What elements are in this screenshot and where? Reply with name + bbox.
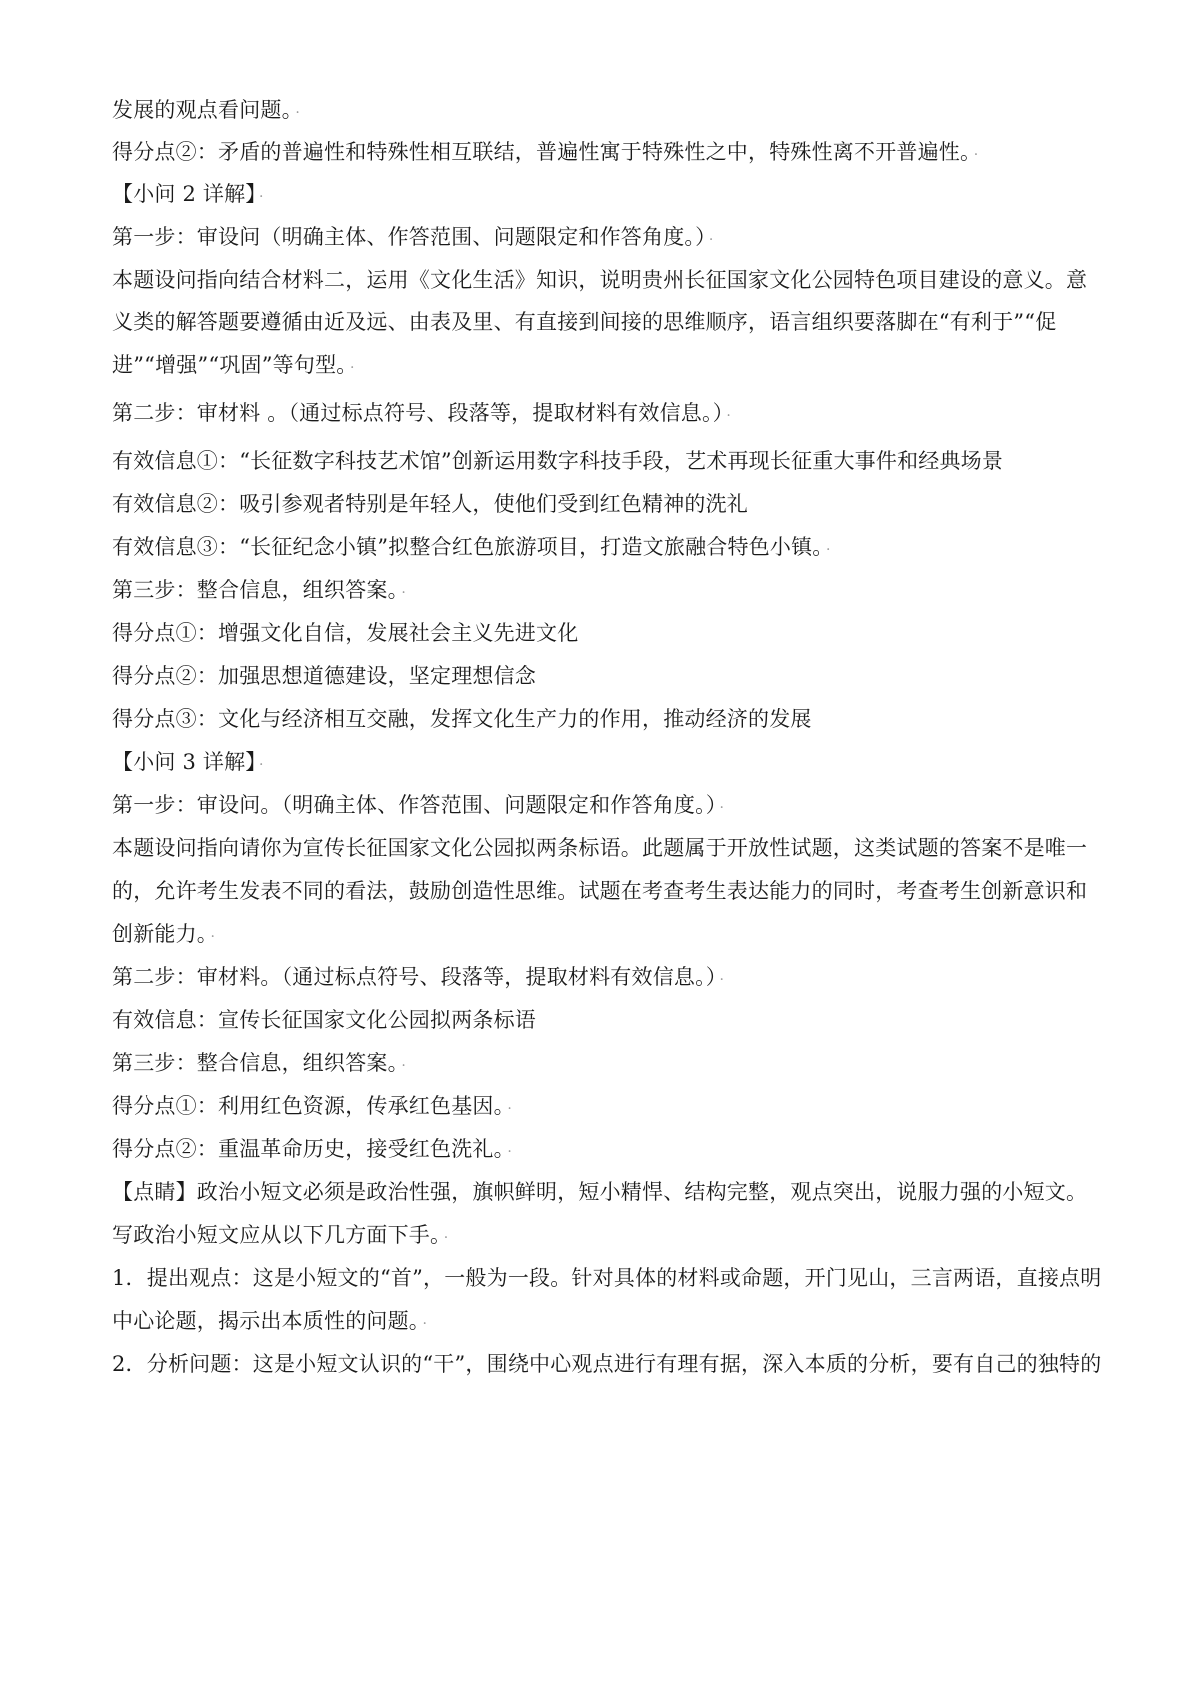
- text-line: 第三步：整合信息，组织答案。 ·: [112, 1051, 406, 1075]
- text-line: 本题设问指向结合材料二，运用《文化生活》知识，说明贵州长征国家文化公园特色项目建设的意义。意: [112, 268, 1088, 292]
- text-line: 第一步：审设问。（明确主体、作答范围、问题限定和作答角度。） ·: [112, 793, 725, 817]
- text-line: 第二步：审材料。（通过标点符号、段落等，提取材料有效信息。） ·: [112, 965, 725, 989]
- text-line: 第二步：审材料 。（通过标点符号、段落等，提取材料有效信息。） ·: [112, 401, 732, 425]
- text-line: 有效信息②：吸引参观者特别是年轻人，使他们受到红色精神的洗礼: [112, 492, 748, 516]
- text-line: 得分点②：加强思想道德建设，坚定理想信念: [112, 664, 536, 688]
- text-line: 义类的解答题要遵循由近及远、由表及里、有直接到间接的思维顺序，语言组织要落脚在“有利于”“促: [112, 310, 1057, 334]
- text-line: 第三步：整合信息，组织答案。 ·: [112, 578, 406, 602]
- text-line: 写政治小短文应从以下几方面下手。 ·: [112, 1223, 449, 1247]
- text-line: 2．分析问题：这是小短文认识的“干”，围绕中心观点进行有理有据，深入本质的分析，要有自己的独特的: [112, 1352, 1102, 1376]
- section-heading: 【小问 2 详解】 ·: [112, 182, 264, 206]
- text-line: 得分点①：利用红色资源，传承红色基因。 ·: [112, 1094, 512, 1118]
- text-line: 创新能力。 ·: [112, 922, 216, 946]
- text-line: 第一步：审设问（明确主体、作答范围、问题限定和作答角度。） ·: [112, 225, 714, 249]
- text-line: 得分点③：文化与经济相互交融，发挥文化生产力的作用，推动经济的发展: [112, 707, 812, 731]
- text-line: 发展的观点看问题。 ·: [112, 98, 300, 122]
- text-line: 进”“增强”“巩固”等句型。 ·: [112, 353, 355, 377]
- text-line: 中心论题，揭示出本质性的问题。 ·: [112, 1309, 428, 1333]
- section-heading: 【小问 3 详解】 ·: [112, 750, 264, 774]
- text-line: 有效信息③：“长征纪念小镇”拟整合红色旅游项目，打造文旅融合特色小镇。 ·: [112, 535, 831, 559]
- text-line: 的，允许考生发表不同的看法，鼓励创造性思维。试题在考查考生表达能力的同时，考查考生创新意识和: [112, 879, 1088, 903]
- text-line: 1．提出观点：这是小短文的“首”，一般为一段。针对具体的材料或命题，开门见山，三言两语，直接点明: [112, 1266, 1102, 1290]
- text-line: 本题设问指向请你为宣传长征国家文化公园拟两条标语。此题属于开放性试题，这类试题的答案不是唯一: [112, 836, 1088, 860]
- text-line: 得分点①：增强文化自信，发展社会主义先进文化: [112, 621, 579, 645]
- text-line: 得分点②：重温革命历史，接受红色洗礼。 ·: [112, 1137, 512, 1161]
- text-line: 【点睛】政治小短文必须是政治性强，旗帜鲜明，短小精悍、结构完整，观点突出，说服力强的小短文。: [112, 1180, 1088, 1204]
- text-line: 有效信息①：“长征数字科技艺术馆”创新运用数字科技手段，艺术再现长征重大事件和经典场景: [112, 449, 1004, 473]
- text-line: 得分点②：矛盾的普遍性和特殊性相互联结，普遍性寓于特殊性之中，特殊性离不开普遍性。 ·: [112, 140, 979, 164]
- text-line: 有效信息：宣传长征国家文化公园拟两条标语: [112, 1008, 536, 1032]
